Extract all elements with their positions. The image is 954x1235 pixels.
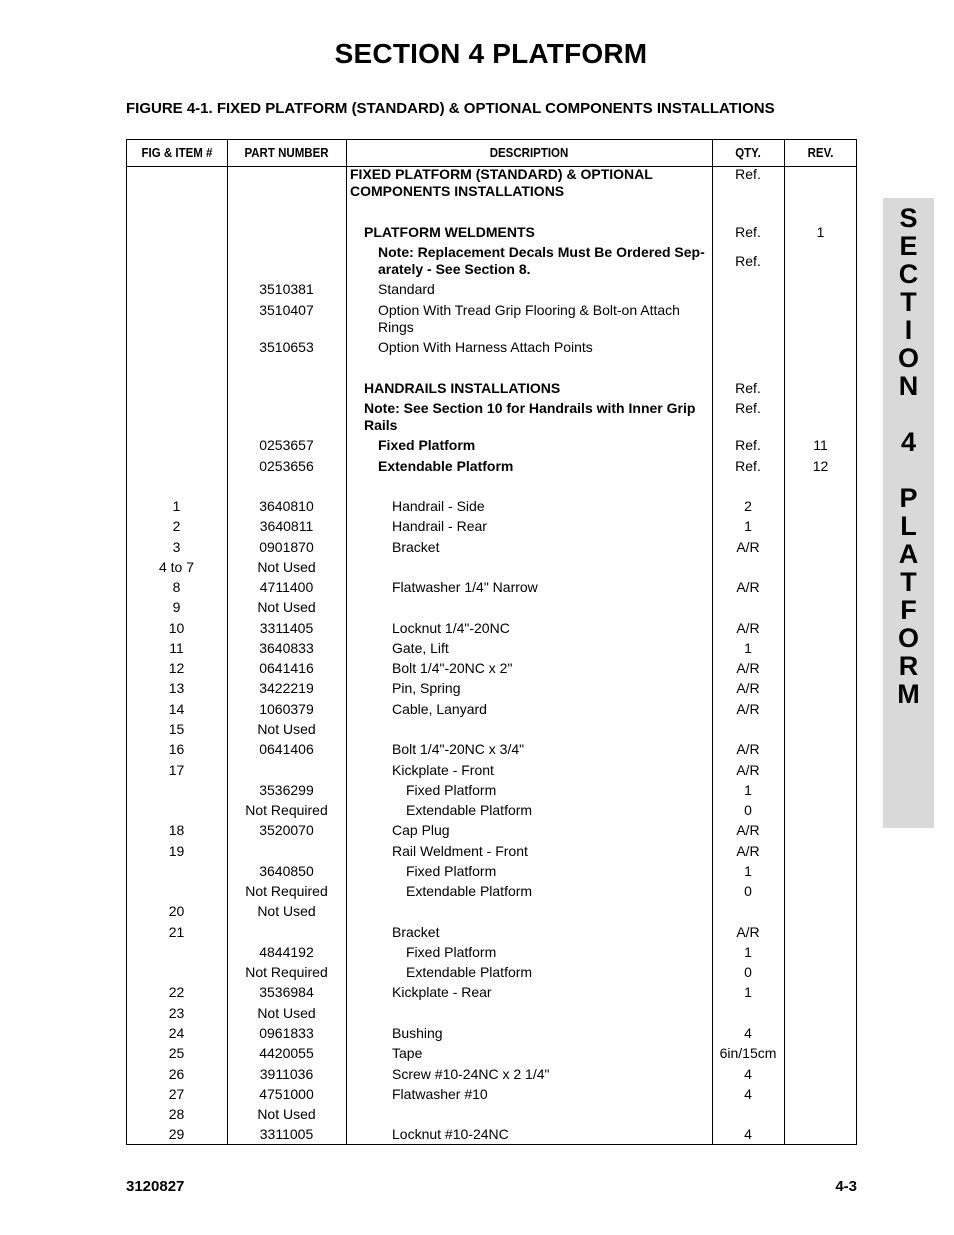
section-tab-letter: T <box>900 567 917 597</box>
qty-cell: 1 <box>744 944 752 960</box>
part-number-cell: 4711400 <box>259 579 314 595</box>
qty-cell: 0 <box>744 802 752 818</box>
part-number-cell: 1060379 <box>259 701 314 717</box>
part-number-cell: Not Required <box>245 964 328 980</box>
description-cell: Bushing <box>392 1025 443 1041</box>
description-cell: PLATFORM WELDMENTS <box>364 224 535 240</box>
description-cell: Extendable Platform <box>378 458 514 474</box>
description-cell: Extendable Platform <box>406 883 533 899</box>
part-number-cell: Not Required <box>245 883 328 899</box>
part-number-cell: 3311005 <box>259 1126 314 1142</box>
description-cell: Handrail - Side <box>392 498 485 514</box>
qty-cell: Ref. <box>735 380 761 396</box>
qty-cell: 2 <box>744 498 752 514</box>
rev-cell: 1 <box>816 224 825 240</box>
qty-cell: 6in/15cm <box>719 1045 777 1061</box>
section-tab-letter: O <box>897 343 919 373</box>
description-cell: Bolt 1/4"-20NC x 3/4" <box>392 741 525 757</box>
rev-cell: 11 <box>813 437 828 453</box>
part-number-cell: 3510653 <box>259 339 314 355</box>
section-tab-letter: A <box>898 539 919 569</box>
part-number-cell: 3911036 <box>259 1066 314 1082</box>
fig-item-cell: 20 <box>168 903 185 919</box>
fig-item-cell: 8 <box>172 579 181 595</box>
section-tab-letter: 4 <box>900 427 917 457</box>
section-tab-letter: M <box>897 679 920 709</box>
description-cell: Bolt 1/4"-20NC x 2" <box>392 660 513 676</box>
section-tab-letter: E <box>899 231 918 261</box>
fig-item-cell: 26 <box>168 1066 185 1082</box>
description-cell: Fixed Platform <box>406 863 497 879</box>
fig-item-cell: 27 <box>168 1086 185 1102</box>
column-divider <box>784 140 785 1144</box>
description-cell: Tape <box>392 1045 423 1061</box>
qty-cell: 4 <box>744 1086 752 1102</box>
description-cell: Flatwasher 1/4" Narrow <box>392 579 538 595</box>
fig-item-cell: 16 <box>168 741 185 757</box>
qty-cell: Ref. <box>735 166 761 182</box>
part-number-cell: 0253656 <box>259 458 314 474</box>
section-tab-letter: C <box>898 259 919 289</box>
part-number-cell: 0253657 <box>259 437 314 453</box>
part-number-cell: Not Required <box>245 802 328 818</box>
fig-item-cell: 22 <box>168 984 185 1000</box>
qty-cell: 0 <box>744 964 752 980</box>
qty-cell: 4 <box>744 1066 752 1082</box>
qty-cell: 1 <box>744 782 752 798</box>
part-number-cell: Not Used <box>257 1106 316 1122</box>
description-cell: COMPONENTS INSTALLATIONS <box>350 183 565 199</box>
part-number-cell: 0961833 <box>259 1025 314 1041</box>
section-tab-letter: F <box>900 595 917 625</box>
part-number-cell: 3510381 <box>259 281 314 297</box>
header-description: DESCRIPTION <box>489 146 569 160</box>
fig-item-cell: 13 <box>168 680 185 696</box>
fig-item-cell: 17 <box>168 762 185 778</box>
section-tab-letter: S <box>899 203 918 233</box>
qty-cell: Ref. <box>735 400 761 416</box>
description-cell: Fixed Platform <box>406 782 497 798</box>
description-cell: Gate, Lift <box>392 640 449 656</box>
fig-item-cell: 10 <box>168 620 185 636</box>
rev-cell: 12 <box>812 458 829 474</box>
part-number-cell: 3520070 <box>259 822 314 838</box>
section-tab-letter: N <box>898 371 919 401</box>
qty-cell: A/R <box>736 843 760 859</box>
section-tab <box>883 198 934 828</box>
part-number-cell: 3536984 <box>259 984 314 1000</box>
qty-cell: A/R <box>736 741 760 757</box>
description-cell: Locknut #10-24NC <box>392 1126 509 1142</box>
qty-cell: A/R <box>736 680 760 696</box>
part-number-cell: 3536299 <box>259 782 314 798</box>
qty-cell: 1 <box>744 984 752 1000</box>
section-tab-letter: O <box>897 623 919 653</box>
qty-cell: A/R <box>736 579 760 595</box>
part-number-cell: 3311405 <box>259 620 314 636</box>
header-part-number: PART NUMBER <box>244 146 329 160</box>
part-number-cell: Not Used <box>257 559 316 575</box>
fig-item-cell: 29 <box>168 1126 185 1142</box>
fig-item-cell: 19 <box>168 843 185 859</box>
fig-item-cell: 25 <box>168 1045 185 1061</box>
header-qty: QTY. <box>735 146 761 160</box>
fig-item-cell: 15 <box>168 721 185 737</box>
description-cell: Bracket <box>392 924 440 940</box>
section-tab-letter: L <box>900 511 917 541</box>
description-cell: Fixed Platform <box>378 437 476 453</box>
description-cell: Extendable Platform <box>406 964 533 980</box>
fig-item-cell: 23 <box>168 1005 185 1021</box>
qty-cell: A/R <box>736 762 760 778</box>
section-tab-letter: R <box>898 651 919 681</box>
description-cell: Fixed Platform <box>406 944 497 960</box>
description-cell: Cap Plug <box>392 822 450 838</box>
fig-item-cell: 4 to 7 <box>158 559 195 575</box>
part-number-cell: 4420055 <box>259 1045 314 1061</box>
description-cell: Note: See Section 10 for Handrails with Inner Grip <box>364 400 696 416</box>
qty-cell: 1 <box>744 518 752 534</box>
part-number-cell: 3422219 <box>259 680 314 696</box>
header-fig: FIG & ITEM # <box>141 146 213 160</box>
fig-item-cell: 1 <box>172 498 181 514</box>
part-number-cell: 3510407 <box>259 302 314 318</box>
part-number-cell: Not Used <box>257 903 316 919</box>
fig-item-cell: 24 <box>168 1025 185 1041</box>
qty-cell: Ref. <box>735 224 761 240</box>
description-cell: Rails <box>364 417 398 433</box>
description-cell: FIXED PLATFORM (STANDARD) & OPTIONAL <box>350 166 653 182</box>
description-cell: Flatwasher #10 <box>392 1086 488 1102</box>
fig-item-cell: 12 <box>168 660 185 676</box>
part-number-cell: Not Used <box>257 1005 316 1021</box>
part-number-cell: 0901870 <box>259 539 314 555</box>
qty-cell: A/R <box>736 924 760 940</box>
part-number-cell: 4844192 <box>259 944 314 960</box>
part-number-cell: Not Used <box>257 721 316 737</box>
description-cell: Option With Harness Attach Points <box>378 339 593 355</box>
part-number-cell: 3640833 <box>259 640 314 656</box>
qty-cell: Ref. <box>735 437 761 453</box>
qty-cell: A/R <box>736 660 760 676</box>
fig-item-cell: 11 <box>169 640 184 656</box>
section-tab-letter: I <box>904 315 913 345</box>
qty-cell: 1 <box>744 640 752 656</box>
qty-cell: 1 <box>744 863 752 879</box>
description-cell: Pin, Spring <box>392 680 461 696</box>
fig-item-cell: 18 <box>168 822 185 838</box>
fig-item-cell: 9 <box>172 599 181 615</box>
description-cell: Screw #10-24NC x 2 1/4" <box>392 1066 550 1082</box>
description-cell: Standard <box>378 281 435 297</box>
page-number: 4-3 <box>835 1178 857 1195</box>
description-cell: HANDRAILS INSTALLATIONS <box>364 380 561 396</box>
description-cell: arately - See Section 8. <box>378 261 531 277</box>
part-number-cell: 3640810 <box>259 498 314 514</box>
description-cell: Kickplate - Rear <box>392 984 492 1000</box>
description-cell: Option With Tread Grip Flooring & Bolt-on Attach <box>378 302 680 318</box>
figure-title: FIGURE 4-1. FIXED PLATFORM (STANDARD) & OPTIONAL COMPONENTS INSTALLATIONS <box>126 100 775 117</box>
description-cell: Extendable Platform <box>406 802 533 818</box>
part-number-cell: 3640850 <box>259 863 314 879</box>
qty-cell: A/R <box>736 620 760 636</box>
part-number-cell: 3640811 <box>259 518 314 534</box>
qty-cell: Ref. <box>735 253 761 269</box>
part-number-cell: 0641416 <box>259 660 314 676</box>
section-tab-letter: P <box>899 483 918 513</box>
part-number-cell: 0641406 <box>259 741 314 757</box>
description-cell: Note: Replacement Decals Must Be Ordered Sep- <box>378 244 705 260</box>
fig-item-cell: 2 <box>172 518 181 534</box>
qty-cell: A/R <box>736 822 760 838</box>
fig-item-cell: 21 <box>168 924 185 940</box>
part-number-cell: Not Used <box>257 599 316 615</box>
page-title: SECTION 4 PLATFORM <box>334 38 648 69</box>
description-cell: Cable, Lanyard <box>392 701 487 717</box>
description-cell: Rail Weldment - Front <box>392 843 528 859</box>
qty-cell: A/R <box>736 539 760 555</box>
section-tab-letter: T <box>900 287 917 317</box>
description-cell: Kickplate - Front <box>392 762 494 778</box>
fig-item-cell: 3 <box>172 539 181 555</box>
qty-cell: 4 <box>744 1025 752 1041</box>
description-cell: Locknut 1/4"-20NC <box>392 620 510 636</box>
part-number-cell: 4751000 <box>259 1086 314 1102</box>
column-divider <box>346 140 347 1144</box>
description-cell: Handrail - Rear <box>392 518 487 534</box>
fig-item-cell: 28 <box>168 1106 185 1122</box>
description-cell: Rings <box>378 319 414 335</box>
description-cell: Bracket <box>392 539 440 555</box>
header-rev: REV. <box>807 146 834 160</box>
qty-cell: A/R <box>736 701 760 717</box>
qty-cell: 4 <box>744 1126 752 1142</box>
qty-cell: 0 <box>744 883 752 899</box>
fig-item-cell: 14 <box>168 701 185 717</box>
doc-number: 3120827 <box>126 1178 185 1195</box>
qty-cell: Ref. <box>735 458 761 474</box>
